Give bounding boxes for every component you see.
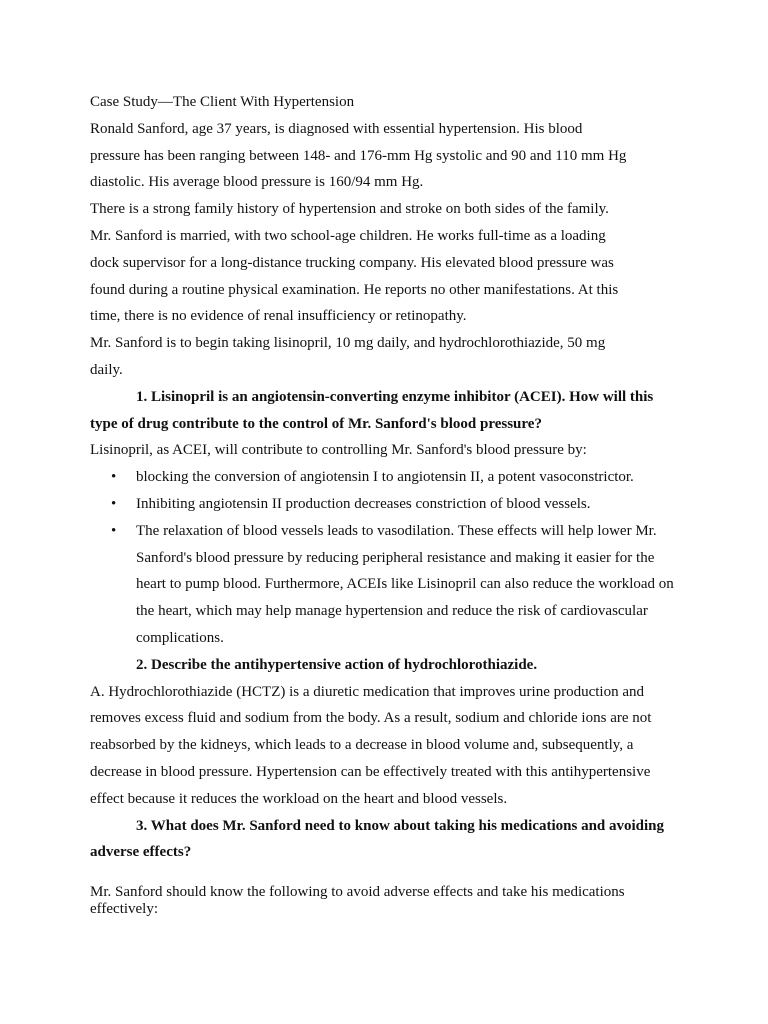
- question-1-line: type of drug contribute to the control of Mr. Sanford's blood pressure?: [90, 415, 542, 432]
- intro-line: daily.: [90, 361, 123, 378]
- bullet-item: [90, 464, 690, 491]
- question-3-line: 3. What does Mr. Sanford need to know about taking his medications and avoiding: [136, 817, 665, 834]
- answer-3-paragraph: [90, 884, 690, 918]
- intro-line: Mr. Sanford is to begin taking lisinopril, 10 mg daily, and hydrochlorothiazide, 50 mg: [90, 335, 606, 352]
- bullet-icon: •: [111, 469, 117, 486]
- intro-line: dock supervisor for a long-distance trucking company. His elevated blood pressure was: [90, 254, 614, 271]
- bullet-line: The relaxation of blood vessels leads to vasodilation. These effects will help lower Mr.: [136, 522, 657, 539]
- intro-line: Mr. Sanford is married, with two school-age children. He works full-time as a loading: [90, 227, 606, 244]
- paragraph-spacer: [90, 866, 690, 884]
- intro-line: There is a strong family history of hypertension and stroke on both sides of the family.: [90, 201, 609, 218]
- answer-2-line: decrease in blood pressure. Hypertension can be effectively treated with this antihypertensive: [90, 763, 651, 780]
- answer-2-line: effect because it reduces the workload on the heart and blood vessels.: [90, 790, 508, 807]
- question-1-line: 1. Lisinopril is an angiotensin-converting enzyme inhibitor (ACEI). How will this: [136, 388, 654, 405]
- question-3-heading: [90, 813, 690, 867]
- document-title: Case Study—The Client With Hypertension: [90, 94, 355, 110]
- intro-line: diastolic. His average blood pressure is 160/94 mm Hg.: [90, 174, 424, 191]
- question-1-heading: [90, 384, 690, 438]
- bullet-line: complications.: [136, 629, 224, 646]
- answer-2-line: reabsorbed by the kidneys, which leads to a decrease in blood volume and, subsequently, a: [90, 737, 634, 754]
- bullet-line: the heart, which may help manage hypertension and reduce the risk of cardiovascular: [136, 603, 648, 620]
- bullet-icon: •: [111, 522, 117, 539]
- bullet-line: heart to pump blood. Furthermore, ACEIs like Lisinopril can also reduce the workload on: [136, 576, 674, 593]
- intro-line: found during a routine physical examination. He reports no other manifestations. At this: [90, 281, 619, 298]
- intro-line: time, there is no evidence of renal insufficiency or retinopathy.: [90, 308, 467, 325]
- bullet-line: Sanford's blood pressure by reducing peripheral resistance and making it easier for the: [136, 549, 655, 566]
- bullet-item: [90, 491, 690, 518]
- answer-2-paragraph: [90, 679, 690, 813]
- bullet-line: blocking the conversion of angiotensin I to angiotensin II, a potent vasoconstrictor.: [136, 469, 634, 486]
- question-3-line: adverse effects?: [90, 844, 192, 861]
- bullet-item: [90, 518, 690, 652]
- answer-2-line: removes excess fluid and sodium from the body. As a result, sodium and chloride ions are not: [90, 710, 652, 727]
- question-2-heading: 2. Describe the antihypertensive action of hydrochlorothiazide.: [136, 656, 538, 673]
- answer-2-line: A. Hydrochlorothiazide (HCTZ) is a diuretic medication that improves urine production and: [90, 683, 645, 700]
- intro-paragraph: [90, 116, 690, 384]
- bullet-line: Inhibiting angiotensin II production decreases constriction of blood vessels.: [136, 495, 591, 512]
- bullet-icon: •: [111, 495, 117, 512]
- intro-line: Ronald Sanford, age 37 years, is diagnosed with essential hypertension. His blood: [90, 120, 583, 137]
- document-page: [90, 89, 690, 918]
- answer-3-line: Mr. Sanford should know the following to avoid adverse effects and take his medications: [90, 884, 625, 901]
- answer-1-intro: Lisinopril, as ACEI, will contribute to controlling Mr. Sanford's blood pressure by:: [90, 442, 587, 459]
- intro-line: pressure has been ranging between 148- and 176-mm Hg systolic and 90 and 110 mm Hg: [90, 147, 627, 164]
- answer-3-line: effectively:: [90, 901, 159, 918]
- answer-1-bullet-list: [90, 464, 690, 652]
